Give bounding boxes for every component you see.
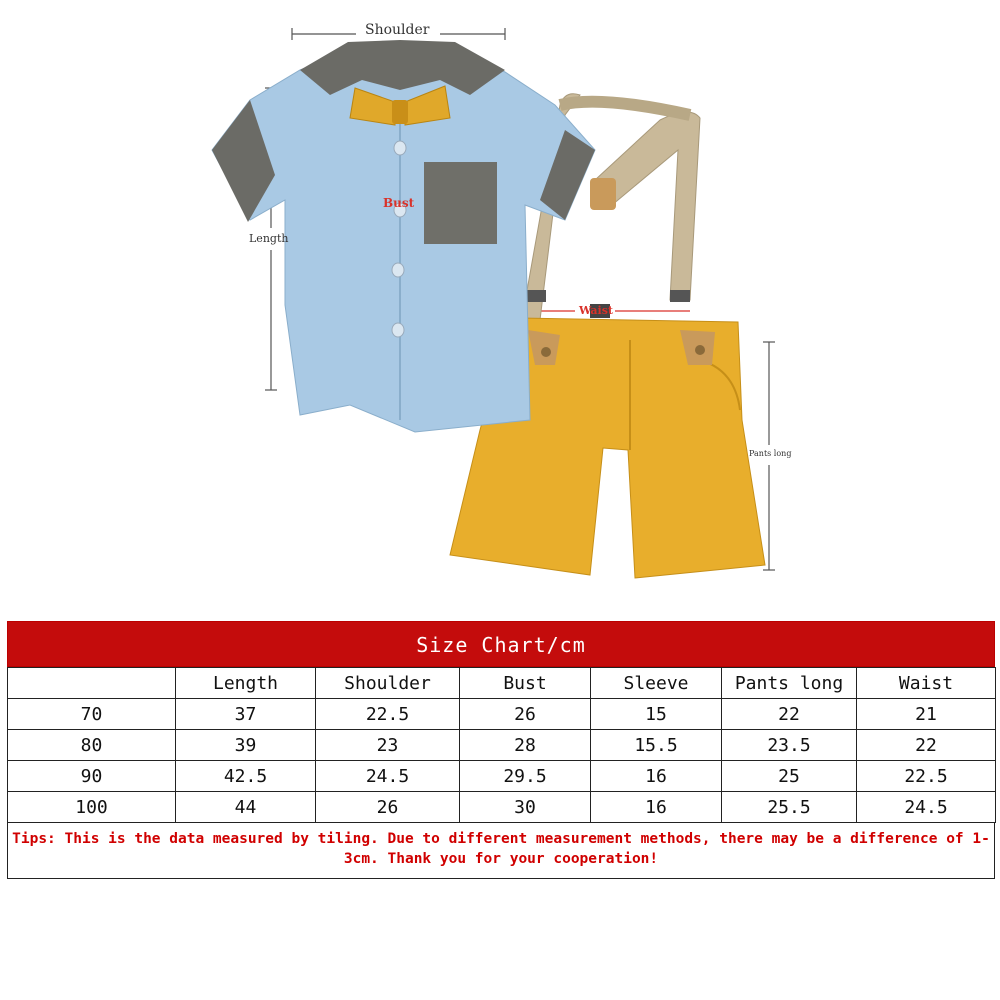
table-cell: 23.5	[722, 730, 857, 761]
table-cell: 24.5	[316, 761, 460, 792]
table-cell: 21	[857, 699, 996, 730]
table-row	[8, 792, 996, 823]
table-cell: 39	[176, 730, 316, 761]
size-chart-title: Size Chart/cm	[7, 621, 995, 667]
table-cell: 44	[176, 792, 316, 823]
header-cell: Sleeve	[591, 668, 722, 699]
table-cell: 90	[8, 761, 176, 792]
table-header-row	[8, 668, 996, 699]
table-cell: 22.5	[857, 761, 996, 792]
table-row	[8, 761, 996, 792]
table-cell: 15.5	[591, 730, 722, 761]
table-cell: 25.5	[722, 792, 857, 823]
size-table	[7, 667, 996, 823]
table-cell: 100	[8, 792, 176, 823]
table-row	[8, 699, 996, 730]
label-bust: Bust	[383, 196, 415, 210]
size-chart	[7, 621, 995, 879]
table-cell: 30	[460, 792, 591, 823]
table-cell: 29.5	[460, 761, 591, 792]
table-cell: 22	[857, 730, 996, 761]
tips-note: Tips: This is the data measured by tiling. Due to different measurement methods, there may be a difference of 1-3cm. Thank you for your cooperation!	[7, 823, 995, 879]
table-cell: 28	[460, 730, 591, 761]
table-cell: 42.5	[176, 761, 316, 792]
header-cell: Pants long	[722, 668, 857, 699]
table-cell: 15	[591, 699, 722, 730]
table-cell: 16	[591, 761, 722, 792]
label-pants-long: Pants long	[749, 449, 792, 458]
table-cell: 24.5	[857, 792, 996, 823]
header-cell: Length	[176, 668, 316, 699]
table-cell: 26	[316, 792, 460, 823]
header-cell: Bust	[460, 668, 591, 699]
header-cell	[8, 668, 176, 699]
table-cell: 23	[316, 730, 460, 761]
label-shoulder: Shoulder	[365, 22, 430, 38]
table-cell: 25	[722, 761, 857, 792]
table-cell: 70	[8, 699, 176, 730]
table-cell: 37	[176, 699, 316, 730]
table-row	[8, 730, 996, 761]
table-cell: 80	[8, 730, 176, 761]
header-cell: Shoulder	[316, 668, 460, 699]
header-cell: Waist	[857, 668, 996, 699]
table-cell: 26	[460, 699, 591, 730]
table-cell: 22	[722, 699, 857, 730]
table-cell: 22.5	[316, 699, 460, 730]
label-length: Length	[249, 232, 289, 245]
label-waist: Waist	[579, 304, 613, 317]
table-cell: 16	[591, 792, 722, 823]
